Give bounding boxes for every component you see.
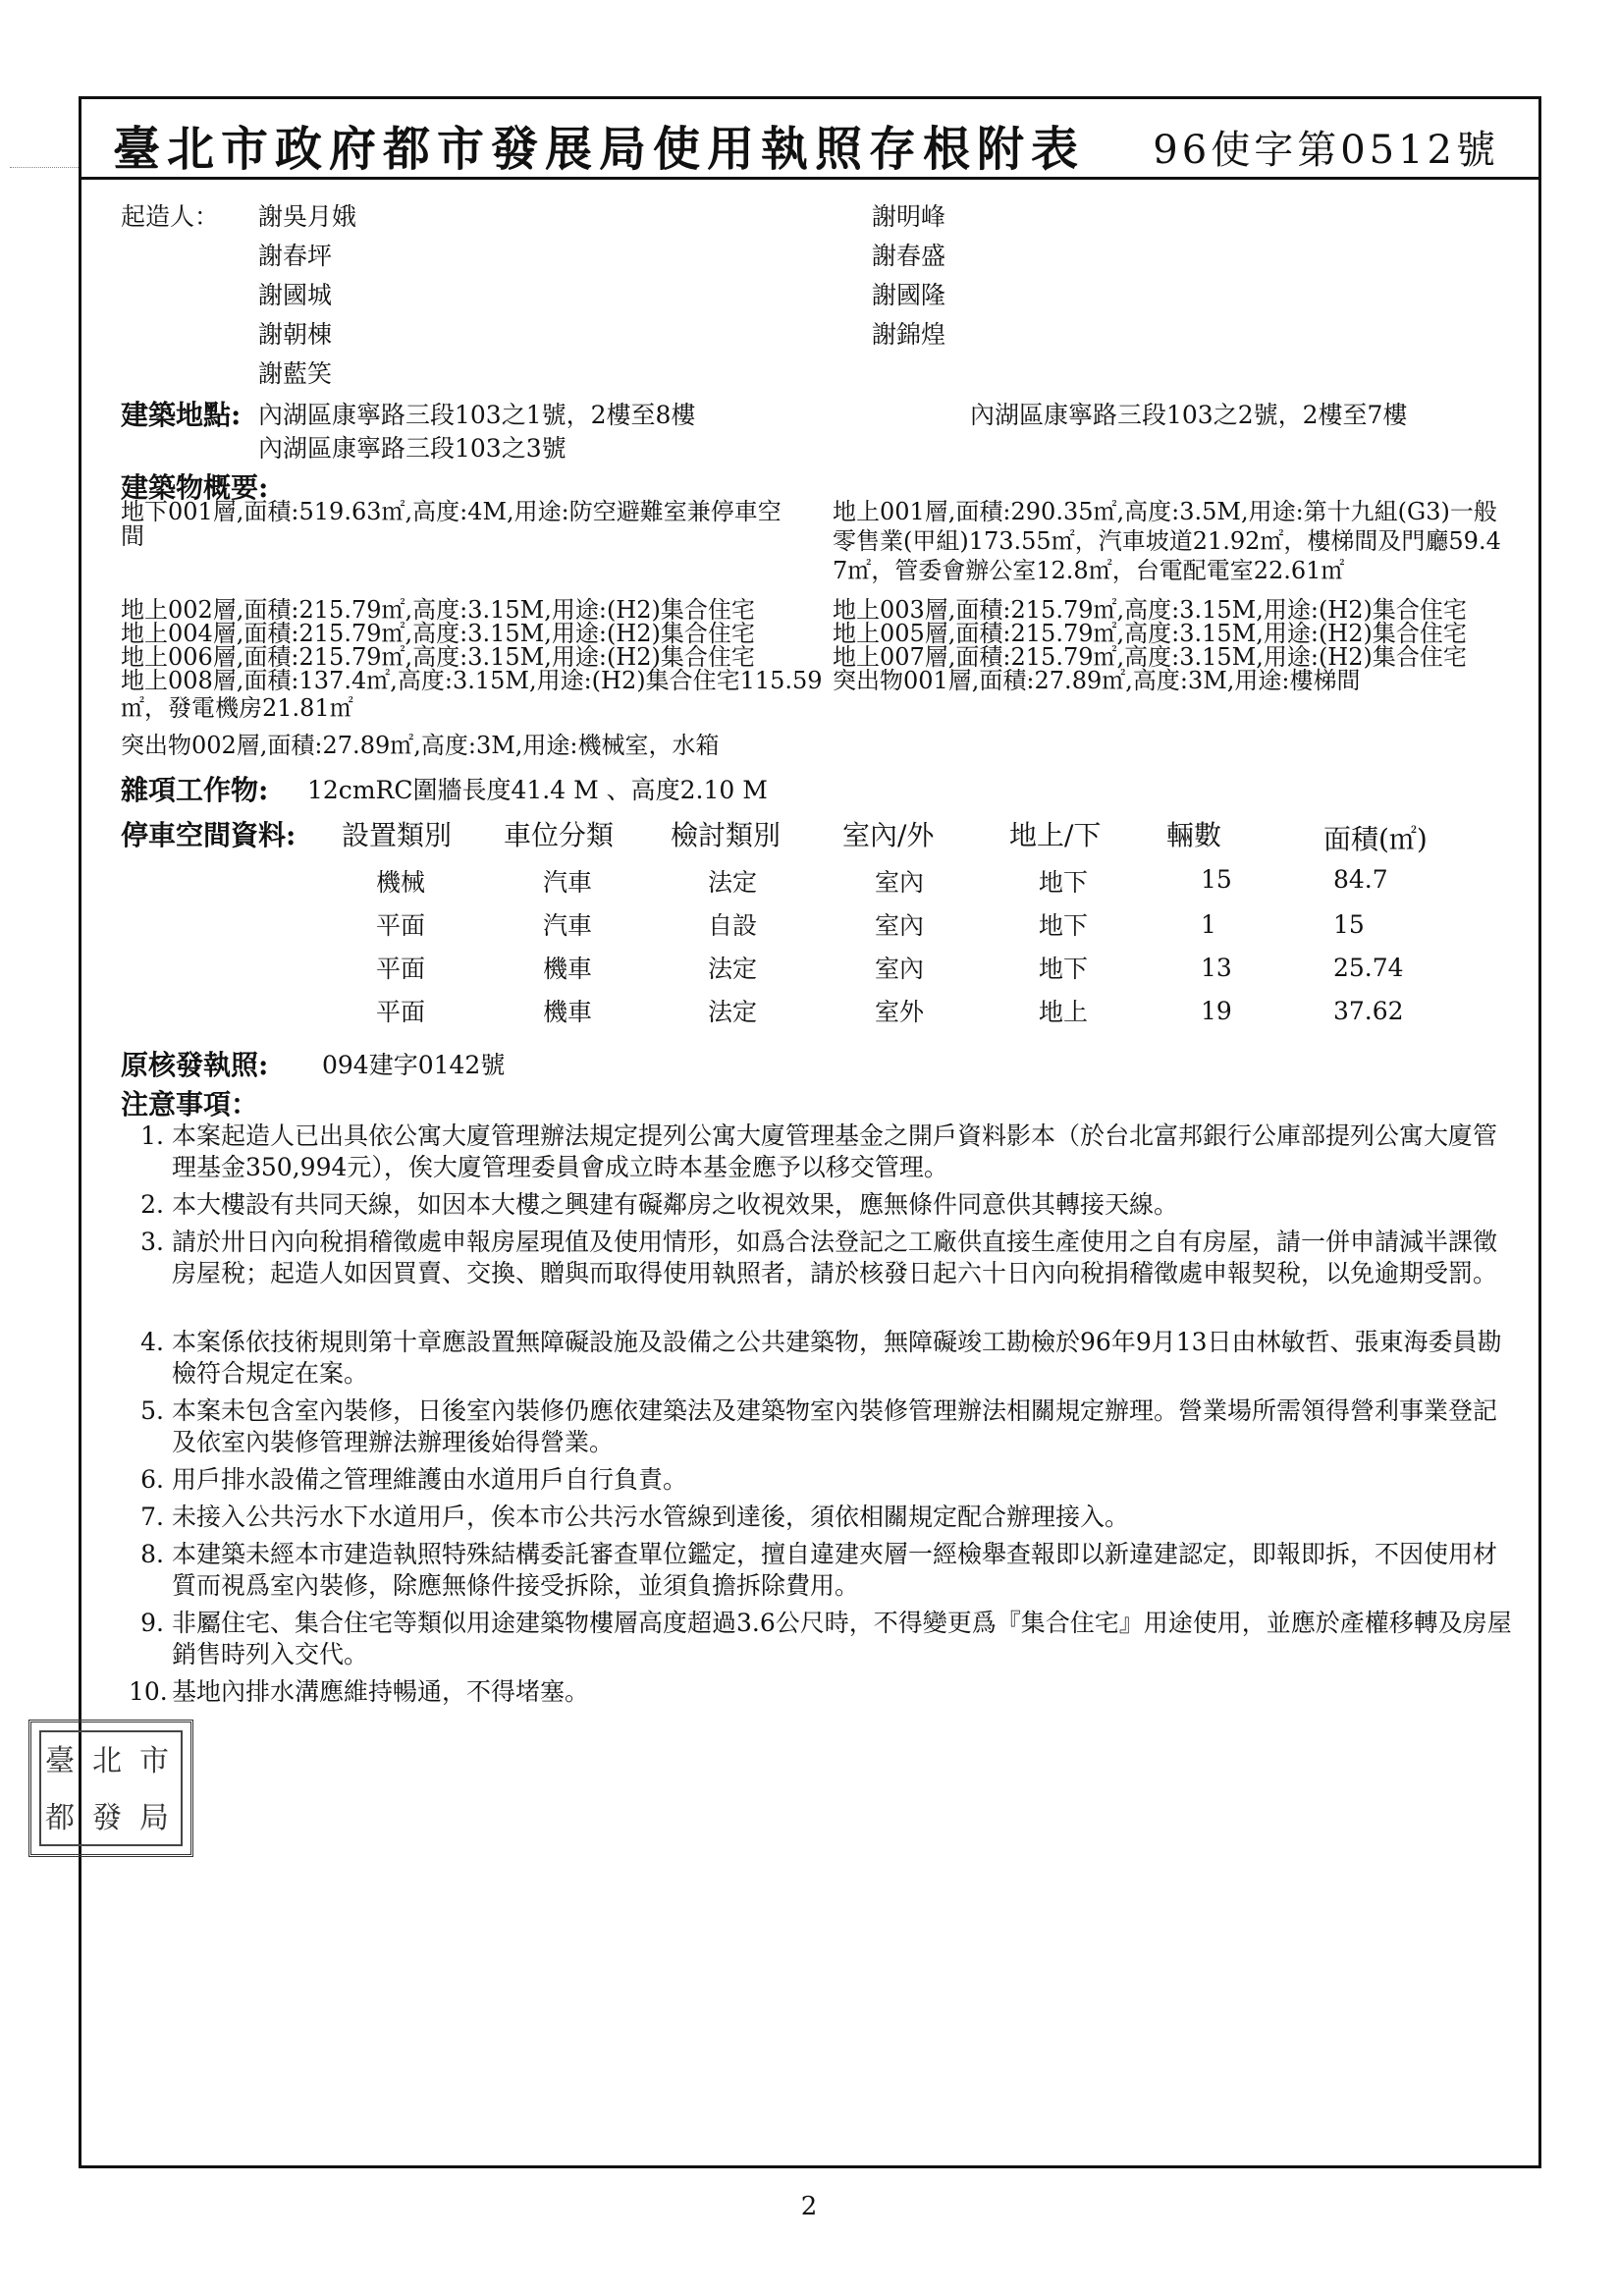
parking-header-review: 檢討類別	[671, 819, 782, 851]
parking-cell: 19	[1201, 997, 1232, 1025]
note-text: 基地內排水溝應維持暢通，不得堵塞。	[172, 1677, 590, 1706]
parking-cell: 1	[1201, 910, 1216, 939]
parking-header-category: 車位分類	[504, 819, 615, 851]
parking-cell: 13	[1201, 954, 1232, 982]
seal-border	[39, 1730, 183, 1846]
parking-cell: 汽車	[543, 868, 593, 897]
note-text: 本大樓設有共同天線，如因本大樓之興建有礙鄰房之收視效果，應無條件同意供其轉接天線。	[172, 1190, 1179, 1219]
floor-5: 地上005層,面積:215.79㎡,高度:3.15M,用途:(H2)集合住宅	[833, 620, 1467, 647]
parking-cell: 25.74	[1333, 954, 1404, 982]
site-address-3: 內湖區康寧路三段103之2號，2樓至7樓	[970, 401, 1408, 429]
parking-header-indoor: 室內/外	[842, 819, 935, 851]
parking-cell: 15	[1333, 910, 1365, 939]
site-address-1: 內湖區康寧路三段103之1號，2樓至8樓	[258, 401, 696, 429]
note-item	[129, 1608, 1513, 1670]
note-number: 2.	[140, 1190, 164, 1219]
note-text: 請於卅日內向稅捐稽徵處申報房屋現值及使用情形，如爲合法登記之工廠供直接生產使用之自有房屋，請一併申請減半課徵房屋稅；起造人如因買賣、交換、贈與而取得使用執照者，請於核發日起六十日內向稅捐稽徵處申報契稅，以免逾期受罰。	[172, 1228, 1498, 1287]
parking-header-count: 輛數	[1166, 819, 1222, 851]
roof-1: 突出物001層,面積:27.89㎡,高度:3M,用途:樓梯間	[833, 667, 1361, 694]
note-number: 9.	[140, 1609, 164, 1637]
builder-right-4: 謝錦煌	[872, 320, 946, 349]
note-item	[129, 1189, 1513, 1221]
parking-cell: 地下	[1039, 911, 1089, 940]
note-item	[129, 1327, 1513, 1390]
builder-right-1: 謝明峰	[872, 202, 946, 231]
seal-char: 市	[139, 1744, 169, 1778]
parking-label: 停車空間資料:	[121, 819, 297, 851]
note-text: 本案係依技術規則第十章應設置無障礙設施及設備之公共建築物，無障礙竣工勘檢於96年9月13日由林敏哲、張東海委員勘檢符合規定在案。	[172, 1328, 1502, 1388]
floor-8-line1: 地上008層,面積:137.4㎡,高度:3.15M,用途:(H2)集合住宅115.59	[121, 667, 823, 694]
parking-cell: 法定	[708, 998, 758, 1026]
seal-char: 發	[92, 1801, 122, 1835]
note-item	[129, 1676, 1513, 1708]
note-text: 未接入公共污水下水道用戶，俟本市公共污水管線到達後，須依相關規定配合辦理接入。	[172, 1503, 1130, 1531]
builder-left-3: 謝國城	[258, 281, 333, 309]
seal-char: 局	[139, 1801, 169, 1835]
parking-cell: 室外	[875, 998, 925, 1026]
parking-header-area: 面積(㎡)	[1323, 823, 1428, 855]
notes-label: 注意事項：	[121, 1088, 259, 1121]
misc-value: 12cmRC圍牆長度41.4 M 、高度2.10 M	[307, 776, 768, 804]
parking-cell: 15	[1201, 865, 1232, 894]
document-frame	[45, 96, 1541, 2168]
misc-label: 雜項工作物:	[121, 774, 269, 806]
site-address-2: 內湖區康寧路三段103之3號	[258, 434, 566, 463]
note-number: 4.	[140, 1328, 164, 1356]
roof-2: 突出物002層,面積:27.89㎡,高度:3M,用途:機械室，水箱	[121, 732, 720, 759]
parking-cell: 平面	[376, 911, 426, 940]
license-number: 96使字第0512號	[1153, 128, 1499, 173]
builder-left-2: 謝春坪	[258, 242, 333, 270]
page-number: 2	[800, 2192, 818, 2221]
overview-label: 建築物概要:	[121, 471, 269, 504]
original-license-value: 094建字0142號	[322, 1051, 506, 1079]
parking-cell: 平面	[376, 955, 426, 983]
note-text: 本案起造人已出具依公寓大廈管理辦法規定提列公寓大廈管理基金之開戶資料影本（於台北富邦銀行公庫部提列公寓大廈管理基金350,994元），俟大廈管理委員會成立時本基金應予以移交管理。	[172, 1121, 1498, 1181]
floor-1-line3: 7㎡，管委會辦公室12.8㎡，台電配電室22.61㎡	[833, 557, 1345, 584]
floor-6: 地上006層,面積:215.79㎡,高度:3.15M,用途:(H2)集合住宅	[121, 643, 755, 671]
note-item	[129, 1395, 1513, 1458]
floor-1-line1: 地上001層,面積:290.35㎡,高度:3.5M,用途:第十九組(G3)一般	[833, 498, 1497, 525]
note-number: 8.	[140, 1540, 164, 1568]
parking-cell: 平面	[376, 998, 426, 1026]
title-bar	[81, 99, 1538, 180]
parking-cell: 汽車	[543, 911, 593, 940]
parking-cell: 84.7	[1333, 865, 1388, 894]
builder-left-4: 謝朝棟	[258, 320, 333, 349]
parking-cell: 機車	[543, 955, 593, 983]
floor-b1-line2: 間	[121, 522, 144, 550]
builder-right-3: 謝國隆	[872, 281, 946, 309]
parking-cell: 機車	[543, 998, 593, 1026]
parking-cell: 地上	[1039, 998, 1089, 1026]
note-item	[129, 1502, 1513, 1533]
builder-left-5: 謝藍笑	[258, 359, 333, 388]
parking-header-level: 地上/下	[1009, 819, 1102, 851]
note-item	[129, 1121, 1513, 1183]
builder-left-1: 謝吳月娥	[258, 202, 357, 231]
seal-char: 北	[92, 1744, 122, 1778]
seal-char: 都	[45, 1801, 75, 1835]
note-item	[129, 1464, 1513, 1496]
parking-cell: 室內	[875, 868, 925, 897]
scan-artifact	[10, 167, 79, 169]
note-number: 6.	[140, 1465, 164, 1494]
parking-cell: 室內	[875, 955, 925, 983]
parking-header-type: 設置類別	[342, 819, 453, 851]
parking-cell: 機械	[376, 868, 426, 897]
note-number: 10.	[129, 1677, 168, 1706]
official-seal	[28, 1720, 193, 1857]
note-number: 3.	[140, 1228, 164, 1256]
floor-7: 地上007層,面積:215.79㎡,高度:3.15M,用途:(H2)集合住宅	[833, 643, 1467, 671]
parking-cell: 地下	[1039, 955, 1089, 983]
note-text: 本案未包含室內裝修，日後室內裝修仍應依建築法及建築物室內裝修管理辦法相關規定辦理。營業場所需領得營利事業登記及依室內裝修管理辦法辦理後始得營業。	[172, 1396, 1498, 1456]
floor-8-line2: ㎡，發電機房21.81㎡	[121, 694, 353, 722]
floor-1-line2: 零售業(甲組)173.55㎡，汽車坡道21.92㎡，樓梯間及門廳59.4	[833, 527, 1501, 555]
parking-cell: 地下	[1039, 868, 1089, 897]
document-title: 臺北市政府都市發展局使用執照存根附表	[113, 122, 1086, 177]
note-number: 5.	[140, 1396, 164, 1425]
note-text: 本建築未經本市建造執照特殊結構委託審查單位鑑定，擅自違建夾層一經檢舉查報即以新違建認定，即報即拆，不因使用材質而視爲室內裝修，除應無條件接受拆除，並須負擔拆除費用。	[172, 1540, 1498, 1600]
note-text: 用戶排水設備之管理維護由水道用戶自行負責。	[172, 1465, 688, 1494]
floor-2: 地上002層,面積:215.79㎡,高度:3.15M,用途:(H2)集合住宅	[121, 596, 755, 624]
parking-cell: 法定	[708, 868, 758, 897]
parking-cell: 自設	[708, 911, 758, 940]
site-label: 建築地點:	[121, 399, 242, 431]
note-item	[129, 1539, 1513, 1602]
builder-label: 起造人：	[121, 202, 220, 231]
parking-cell: 37.62	[1333, 997, 1404, 1025]
builder-right-2: 謝春盛	[872, 242, 946, 270]
original-license-label: 原核發執照:	[121, 1049, 269, 1081]
parking-cell: 室內	[875, 911, 925, 940]
note-item	[129, 1227, 1513, 1321]
seal-char: 臺	[45, 1744, 75, 1778]
floor-b1-line1: 地下001層,面積:519.63㎡,高度:4M,用途:防空避難室兼停車空	[121, 498, 782, 525]
note-number: 7.	[140, 1503, 164, 1531]
parking-cell: 法定	[708, 955, 758, 983]
floor-3: 地上003層,面積:215.79㎡,高度:3.15M,用途:(H2)集合住宅	[833, 596, 1467, 624]
floor-4: 地上004層,面積:215.79㎡,高度:3.15M,用途:(H2)集合住宅	[121, 620, 755, 647]
note-text: 非屬住宅、集合住宅等類似用途建築物樓層高度超過3.6公尺時，不得變更爲『集合住宅』用途使用，並應於產權移轉及房屋銷售時列入交代。	[172, 1609, 1512, 1668]
note-number: 1.	[140, 1121, 164, 1150]
